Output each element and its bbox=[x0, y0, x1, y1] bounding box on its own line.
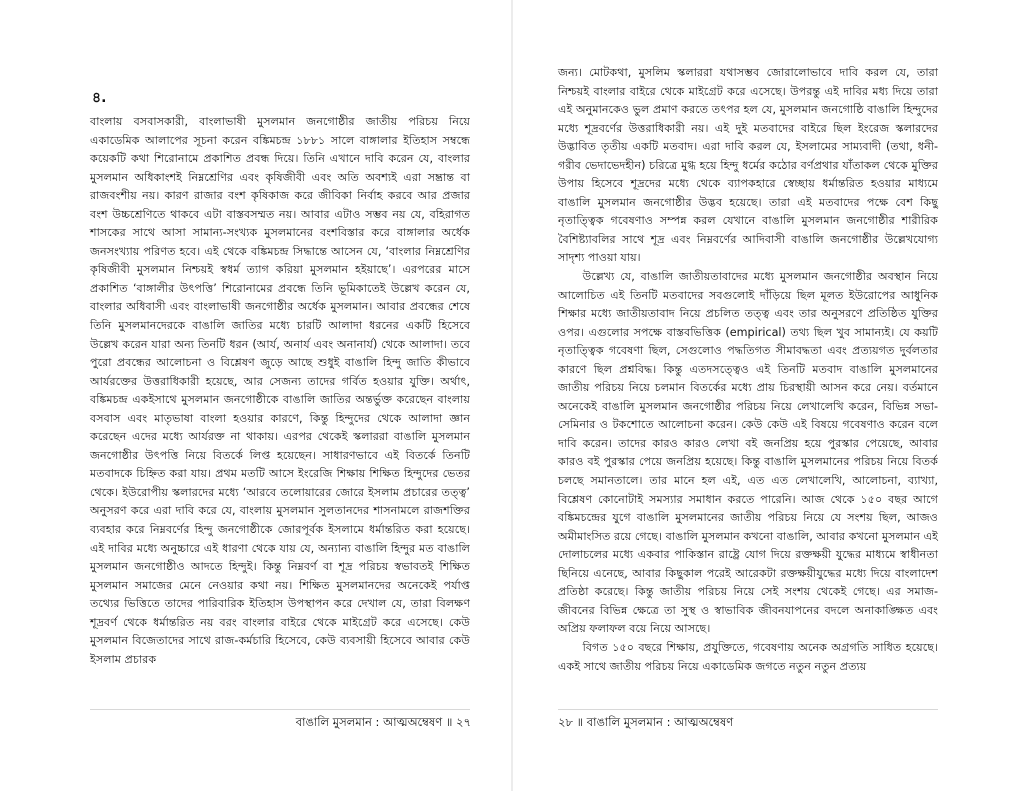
page-footer-right: ২৮ ॥ বাঙালি মুসলমান : আত্মঅম্বেষণ bbox=[558, 715, 734, 729]
left-body-text bbox=[90, 113, 470, 669]
paragraph: উল্লেখ্য যে, বাঙালি জাতীয়তাবাদের মধ্যে মুসলমান জনগোষ্ঠীর অবস্থান নিয়ে আলোচিত এই তিনটি মতবাদের সবগুলোই দাঁড়িয়ে ছিল মূলত ইউরোপের আধুনিক শিক্ষার মধ্যে জাতীয়তাবাদ নিয়ে প্রচলিত তত্ত্ব এবং তার অনুসরণে প্রতিষ্ঠিত যুক্তির ওপর। এগুলোর সপক্ষে বাস্তবভিত্তিক (empirical) তথ্য ছিল খুব সামান্যই। যে কয়টি নৃতাত্ত্বিক গবেষণা ছিল, সেগুলোও পদ্ধতিগত সীমাবদ্ধতা এবং প্রত্যয়গত দুর্বলতার কারণে ছিল প্রশ্নবিদ্ধ। কিন্তু এতদসত্ত্বেও এই তিনটি মতবাদ বাঙালি মুসলমানের জাতীয় পরিচয় নিয়ে চলমান বিতর্কের মধ্যে প্রায় চিরস্থায়ী আসন করে নেয়। বর্তমানে অনেকেই বাঙালি মুসলমান জনগোষ্ঠীর পরিচয় নিয়ে লেখালেখি করেন, বিভিন্ন সভা-সেমিনার ও টকশোতে আলোচনা করেন। কেউ কেউ এই বিষয়ে গবেষণাও করেন বলে দাবি করেন। তাদের কারও কারও লেখা বই জনপ্রিয় হয়ে পুরস্কার পেয়েছে, আবার কারও বই পুরস্কার পেয়ে জনপ্রিয় হয়েছে। কিন্তু বাঙালি মুসলমানের পরিচয় নিয়ে বিতর্ক চলছে সমানতালে। তার মানে হল এই, এত এত লেখালেখি, আলোচনা, ব্যাখ্যা, বিশ্লেষণ কোনোটাই সমস্যার সমাধান করতে পারেনি। আজ থেকে ১৫০ বছর আগে বঙ্কিমচন্দ্রের যুগে বাঙালি মুসলমানের জাতীয় পরিচয় নিয়ে যে সংশয় ছিল, আজও অমীমাংসিত রয়ে গেছে। বাঙালি মুসলমান কখনো বাঙালি, আবার কখনো মুসলমান এই দোলাচলের মধ্যে একবার পাকিস্তান রাষ্ট্রে যোগ দিয়ে রক্তক্ষয়ী যুদ্ধের মাধ্যমে স্বাধীনতা ছিনিয়ে এনেছে, আবার কিছুকাল পরেই আরেকটা রক্তক্ষয়ীযুদ্ধের মধ্যে দিয়ে বাংলাদেশ প্রতিষ্ঠা করেছে। কিন্তু জাতীয় পরিচয় নিয়ে সেই সংশয় থেকেই গেছে। এর সমাজ-জীবনের বিভিন্ন ক্ষেত্রে তা সুস্থ ও স্বাভাবিক জীবনযাপনের বদলে অনাকাঙ্ক্ষিত এবং অপ্রিয় ফলাফল বয়ে নিয়ে আসছে। bbox=[558, 270, 938, 636]
paragraph: জন্য। মোটকথা, মুসলিম স্কলাররা যথাসম্ভব জোরালোভাবে দাবি করল যে, তারা নিশ্চয়ই বাংলার বাইরে থেকে মাইগ্রেট করে এসেছে। উপরন্তু এই দাবির মধ্য দিয়ে তারা এই অনুমানকেও ভুল প্রমাণ করতে তৎপর হল যে, মুসলমান জনগোষ্ঠি বাঙালি হিন্দুদের মধ্যে শূদ্রবর্ণের উত্তরাধিকারী নয়। এই দুই মতবাদের বাইরে ছিল ইংরেজ স্কলারদের উদ্ভাবিত তৃতীয় একটি মতবাদ। এরা দাবি করল যে, ইসলামের সাম্যবাদী (তথা, ধনী-গরীব ভেদাভেদহীন) চরিত্রে মুগ্ধ হয়ে হিন্দু ধর্মের কঠোর বর্ণপ্রথার যাঁতাকল থেকে মুক্তির উপায় হিসেবে শূদ্রদের মধ্যে থেকে ব্যাপকহারে স্বেচ্ছায় ধর্মান্তরিত হওয়ার মাধ্যমে বাঙালি মুসলমান জনগোষ্ঠীর উদ্ভব হয়েছে। তারা এই মতবাদের পক্ষে বেশ কিছু নৃতাত্ত্বিক গবেষণাও সম্পন্ন করল যেখানে বাঙালি মুসলমান জনগোষ্ঠীর শারীরিক বৈশিষ্ট্যাবলির সাথে শূদ্র এবং নিম্নবর্ণের আদিবাসী বাঙালি জনগোষ্ঠীর উল্লেখযোগ্য সাদৃশ্য পাওয়া যায়। bbox=[558, 66, 938, 265]
right-body-text bbox=[558, 64, 938, 676]
footer-divider bbox=[90, 709, 470, 710]
footer-divider bbox=[558, 709, 938, 710]
left-page bbox=[0, 0, 511, 791]
paragraph: বিগত ১৫০ বছরে শিক্ষায়, প্রযুক্তিতে, গবেষণায় অনেক অগ্রগতি সাধিত হয়েছে। একই সাথে জাতীয় পরিচয় নিয়ে একাডেমিক জগতে নতুন নতুন প্রত্যয় bbox=[558, 640, 938, 673]
page-footer-left: বাঙালি মুসলমান : আত্মঅম্বেষণ ॥ ২৭ bbox=[295, 715, 471, 729]
right-page bbox=[513, 0, 1024, 791]
paragraph: বাংলায় বসবাসকারী, বাংলাভাষী মুসলমান জনগোষ্ঠীর জাতীয় পরিচয় নিয়ে একাডেমিক আলাপের সূচনা করেন বঙ্কিমচন্দ্র ১৮৮১ সালে বাঙ্গালার ইতিহাস সম্বন্ধে কয়েকটি কথা শিরোনামে প্রকাশিত প্রবন্ধ দিয়ে। তিনি এখানে দাবি করেন যে, বাংলার মুসলমান অধিকাংশই নিম্নশ্রেণির এবং কৃষিজীবী এবং অতি অবশ্যই এরা সম্ভ্রান্ত বা রাজবংশীয় নয়। কারণ রাজার বংশ কৃষিকাজ করে জীবিকা নির্বাহ করবে আর প্রজার বংশ উচ্চশ্রেণিতে থাকবে এটা বাস্তবসম্মত নয়। আবার এটাও সম্ভব নয় যে, বহিরাগত শাসকের সাথে আসা সামান্য-সংখ্যক মুসলমানের বংশবিস্তার করে বাঙ্গালার অর্ধেক জনসংখ্যায় পরিণত হবে। এই থেকে বঙ্কিমচন্দ্র সিদ্ধান্তে আসেন যে, ‘বাংলার নিম্নশ্রেণির কৃষিজীবী মুসলমান নিশ্চয়ই স্বধর্ম ত্যাগ করিয়া মুসলমান হইয়াছে’। এরপরের মাসে প্রকাশিত ‘বাঙ্গালীর উৎপত্তি’ শিরোনামের প্রবন্ধে তিনি ভূমিকাতেই উল্লেখ করেন যে, বাংলার অধিবাসী এবং বাংলাভাষী জনগোষ্ঠীর অর্ধেক মুসলমান। আবার প্রবন্ধের শেষে তিনি মুসলমানদেরকে বাঙালি জাতির মধ্যে চারটি আলাদা ধরনের একটি হিসেবে উল্লেখ করেন যারা অন্য তিনটি ধরন (আর্য, অনার্য এবং অনানার্য) থেকে আলাদা। তবে পুরো প্রবন্ধের আলোচনা ও বিশ্লেষণ জুড়ে আছে শুধুই বাঙালি হিন্দু জাতি কীভাবে আর্যরক্তের উত্তরাধিকারী হয়েছে, আর সেজন্য তাদের গর্বিত হওয়ার যুক্তি। অর্থাৎ, বঙ্কিমচন্দ্র একইসাথে মুসলমান জনগোষ্ঠীকে বাঙালি জাতির অন্তর্ভুক্ত করেছেন বাংলায় বসবাস এবং মাতৃভাষা বাংলা হওয়ার কারণে, কিন্তু হিন্দুদের থেকে আলাদা জ্ঞান করেছেন এদের মধ্যে আর্যরক্ত না থাকায়। এরপর থেকেই স্কলাররা বাঙালি মুসলমান জনগোষ্ঠীর উৎপত্তি নিয়ে বিতর্কে লিপ্ত হয়েছেন। সাধারণভাবে এই বিতর্কে তিনটি মতবাদকে চিহ্নিত করা যায়। প্রথম মতটি আসে ইংরেজি শিক্ষায় শিক্ষিত হিন্দুদের ভেতর থেকে। ইউরোপীয় স্কলারদের মধ্যে ‘আরবে তলোয়ারের জোরে ইসলাম প্রচারের তত্ত্ব’ অনুসরণ করে এরা দাবি করে যে, বাংলায় মুসলমান সুলতানদের শাসনামলে রাজশক্তির ব্যবহার করে নিম্নবর্ণের হিন্দু জনগোষ্ঠীকে জোরপূর্বক ইসলামে ধর্মান্তরিত করা হয়েছে। এই দাবির মধ্যে অনুচ্চারে এই ধারণা থেকে যায় যে, অন্যান্য বাঙালি হিন্দুর মত বাঙালি মুসলমান জনগোষ্ঠীও আদতে হিন্দুই। কিন্তু নিম্নবর্ণ বা শূদ্র পরিচয় স্বভাবতই শিক্ষিত মুসলমান সমাজের মেনে নেওয়ার কথা নয়। শিক্ষিত মুসলমানদের অনেকেই পর্যাপ্ত তথ্যের ভিত্তিতে তাদের পারিবারিক ইতিহাস উপস্থাপন করে দেখাল যে, তারা বিলক্ষণ শূদ্রবর্ণ থেকে ধর্মান্তরিত নয় বরং বাংলার বাইরে থেকে মাইগ্রেট করে এসেছে। কেউ মুসলমান বিজেতাদের সাথে রাজ-কর্মচারি হিসেবে, কেউ ব্যবসায়ী হিসেবে আবার কেউ ইসলাম প্রচারক bbox=[90, 115, 470, 666]
section-number: ৪. bbox=[92, 90, 107, 106]
